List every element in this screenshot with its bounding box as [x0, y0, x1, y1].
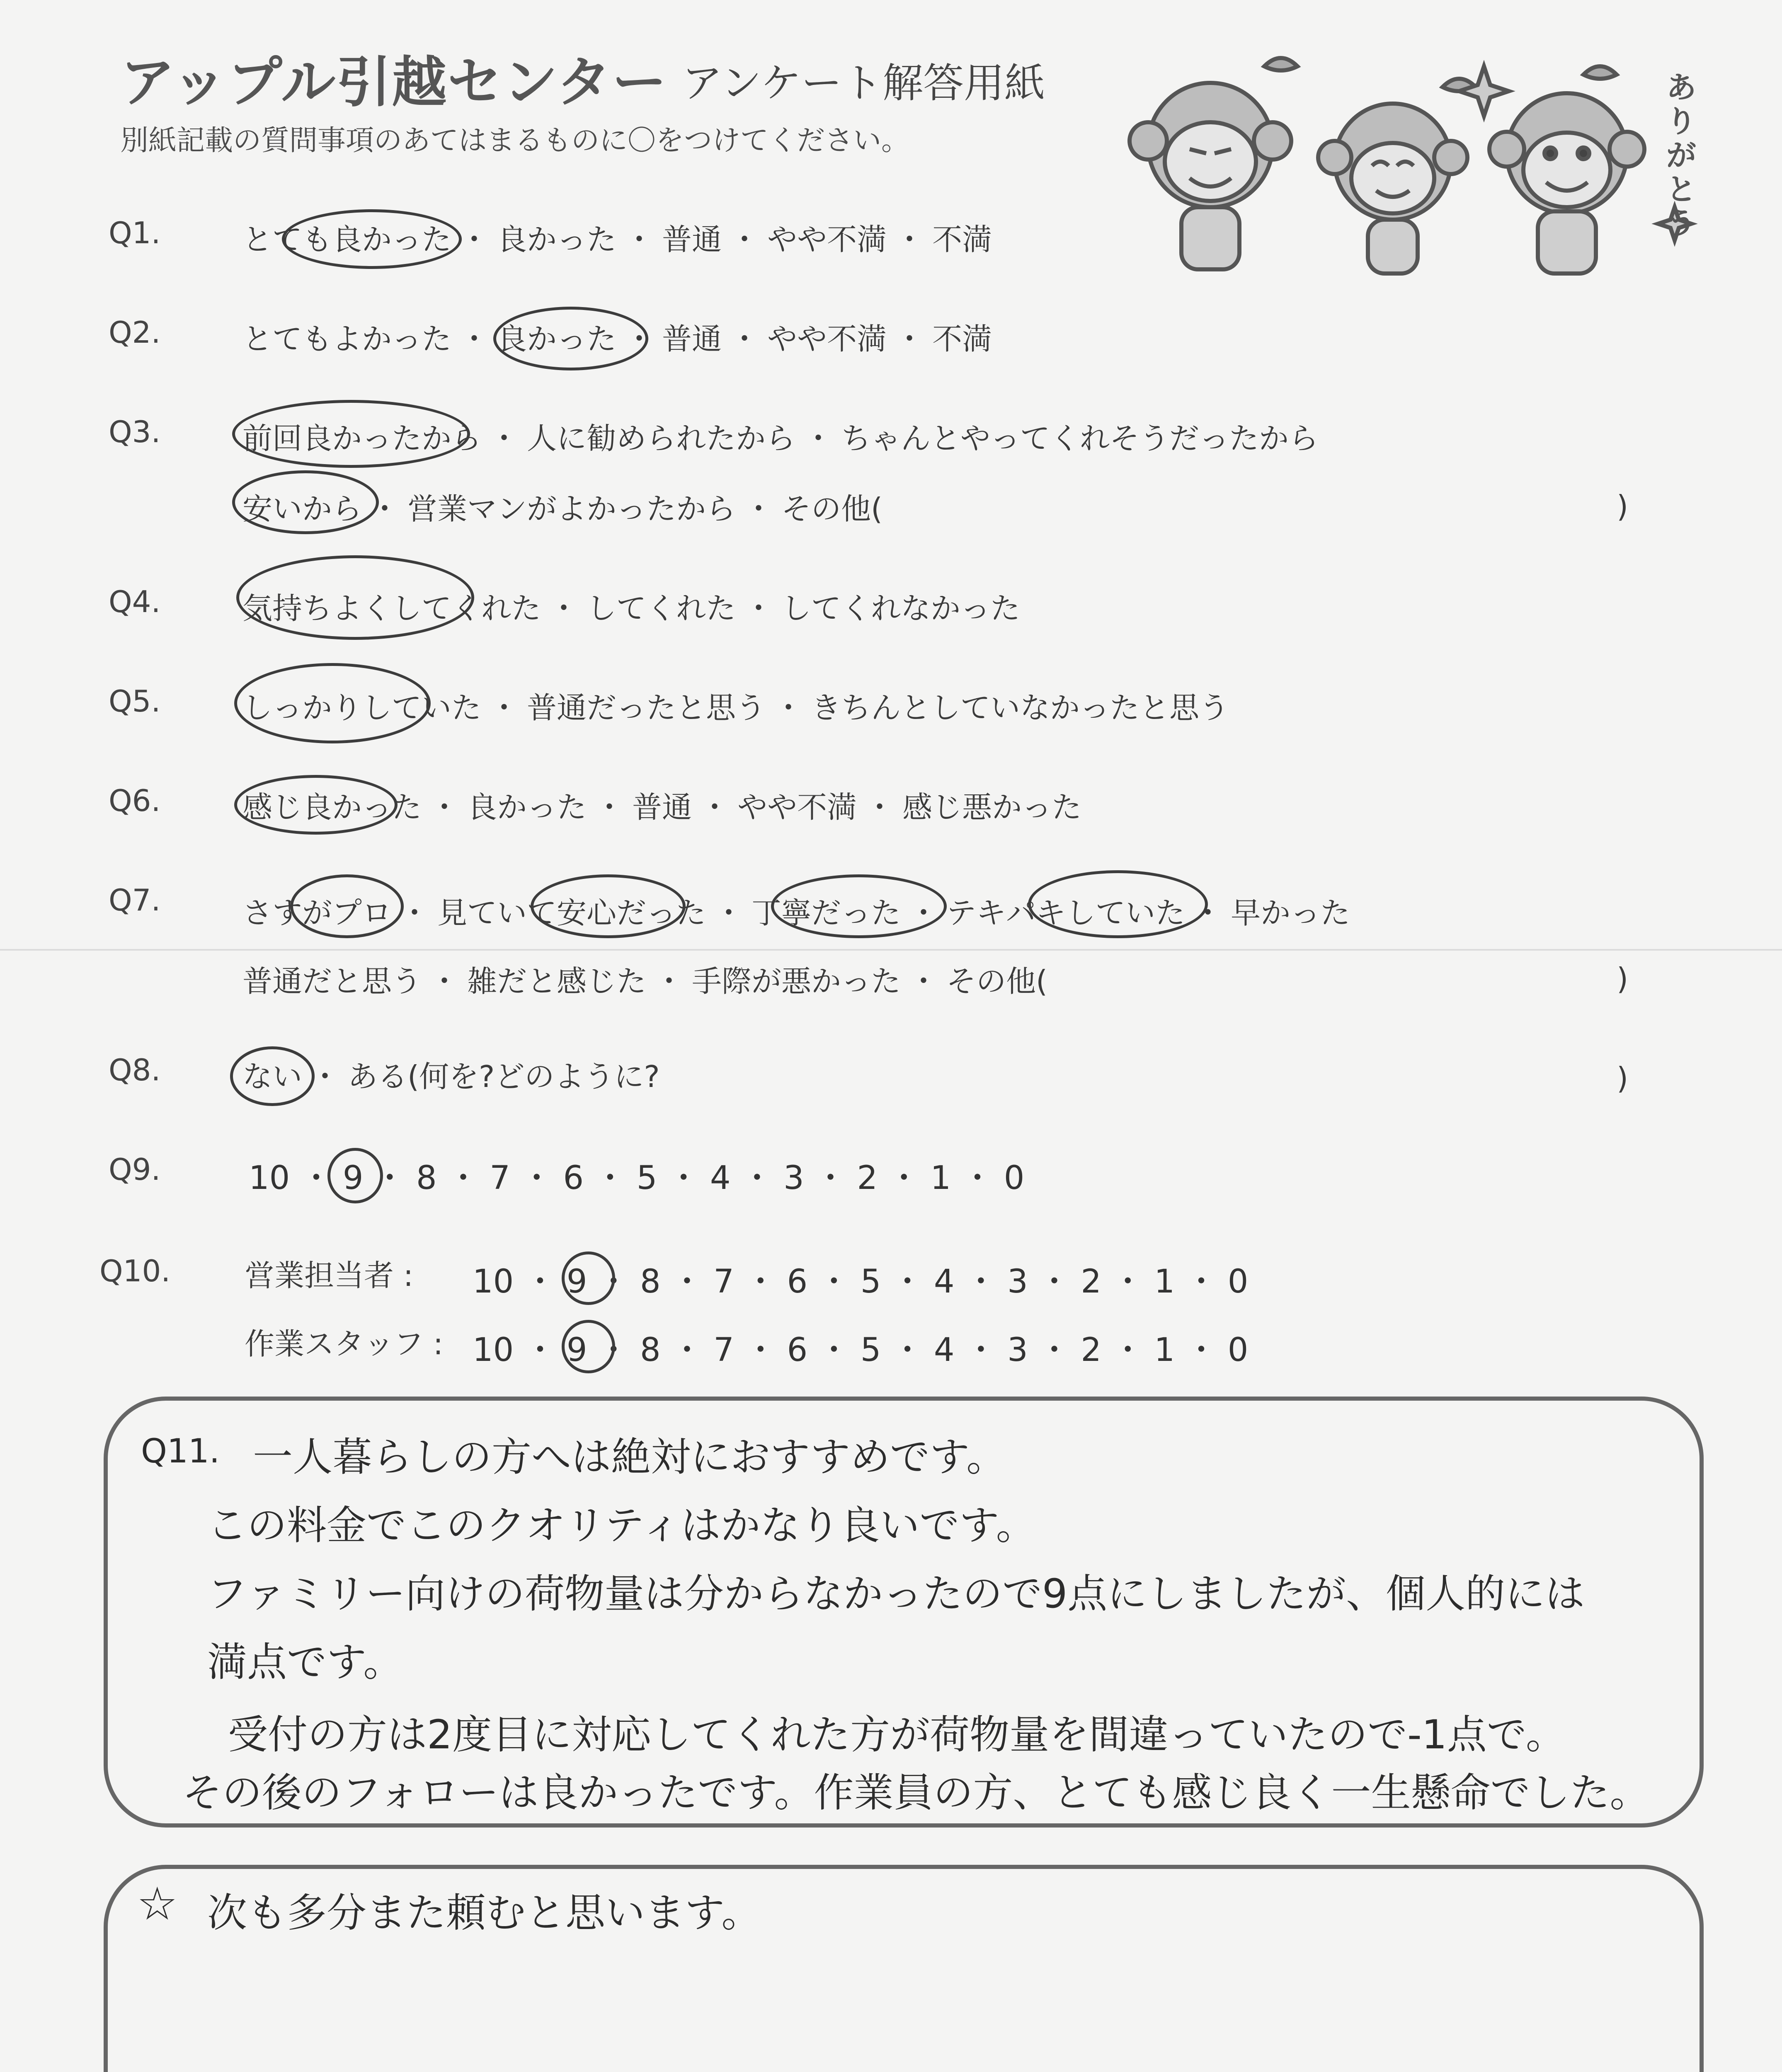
- q11-line: 受付の方は2度目に対応してくれた方が荷物量を間違っていたので-1点で。: [228, 1711, 1566, 1758]
- q7-answer-circle: [290, 874, 404, 938]
- q7-option[interactable]: さすがプロ: [242, 896, 392, 930]
- q7-option[interactable]: 早かった: [1231, 896, 1350, 930]
- q3-option[interactable]: ちゃんとやってくれそうだったから: [841, 421, 1319, 456]
- q6-label: Q6.: [109, 783, 161, 818]
- q5-option[interactable]: きちんとしていなかったと思う: [811, 690, 1229, 725]
- q5-answer-circle: [234, 663, 431, 743]
- q3-options-line1: 前回良かったから ・ 人に勧められたから ・ ちゃんとやってくれそうだったから: [242, 421, 1319, 456]
- q6-option[interactable]: 感じ良かった: [242, 790, 422, 825]
- q7-option[interactable]: 見ていて安心だった: [437, 896, 706, 930]
- free-comment-text: 次も多分また頼むと思います。: [207, 1890, 761, 1936]
- q1-label: Q1.: [109, 215, 161, 250]
- q11-line: ファミリー向けの荷物量は分からなかったので9点にしましたが、個人的には: [207, 1571, 1585, 1617]
- q11-label: Q11.: [141, 1432, 220, 1470]
- q10-sales-answer-circle: [562, 1251, 615, 1305]
- q5-options: しっかりしていた ・ 普通だったと思う ・ きちんとしていなかったと思う: [242, 690, 1229, 725]
- q2-option[interactable]: 不満: [932, 322, 992, 356]
- fold-line: [0, 949, 1782, 951]
- q4-option[interactable]: 気持ちよくしてくれた: [242, 591, 541, 626]
- q1-option[interactable]: 普通: [662, 222, 722, 257]
- q2-option[interactable]: 普通: [662, 322, 722, 356]
- q5-option[interactable]: 普通だったと思う: [527, 690, 766, 725]
- q7-answer-circle: [771, 874, 947, 938]
- q6-answer-circle: [234, 775, 398, 835]
- q8-options: ない ・ ある(何を?どのように?: [242, 1059, 660, 1094]
- q5-option[interactable]: しっかりしていた: [242, 690, 482, 725]
- q4-label: Q4.: [109, 584, 161, 619]
- q3-label: Q3.: [109, 414, 161, 449]
- q11-line: この料金でこのクオリティはかなり良いです。: [207, 1502, 1036, 1549]
- q2-options: とてもよかった ・ 良かった ・ 普通 ・ やや不満 ・ 不満: [242, 322, 992, 356]
- q10-staff-answer-circle: [562, 1320, 615, 1373]
- q4-option[interactable]: してくれた: [587, 591, 736, 626]
- q1-options: とても良かった ・ 良かった ・ 普通 ・ やや不満 ・ 不満: [242, 222, 992, 257]
- q6-option[interactable]: 良かった: [467, 790, 587, 825]
- q8-option[interactable]: ない: [242, 1059, 303, 1094]
- monkey-mascots-illustration: [1127, 50, 1700, 282]
- q10-label: Q10.: [99, 1254, 171, 1288]
- q9-label: Q9.: [109, 1152, 161, 1187]
- q3-option[interactable]: 人に勧められたから: [527, 421, 796, 456]
- q2-label: Q2.: [109, 315, 161, 350]
- q7-close-paren: ): [1617, 961, 1629, 996]
- q10-sales-scale[interactable]: 10 ・ 9 ・ 8 ・ 7 ・ 6 ・ 5 ・ 4 ・ 3 ・ 2 ・ 1 ・ 0: [473, 1263, 1249, 1300]
- q3-close-paren: ): [1617, 489, 1629, 524]
- q8-option[interactable]: ある(何を?どのように?: [348, 1059, 660, 1094]
- q8-close-paren: ): [1617, 1061, 1629, 1096]
- q3-option[interactable]: その他(: [781, 491, 883, 526]
- instruction-text: 別紙記載の質問事項のあてはまるものに〇をつけてください。: [120, 124, 910, 157]
- q7-option[interactable]: 手際が悪かった: [692, 964, 901, 999]
- q1-option[interactable]: やや不満: [767, 222, 887, 257]
- q4-options: 気持ちよくしてくれた ・ してくれた ・ してくれなかった: [242, 591, 1021, 626]
- q11-line: 一人暮らしの方へは絶対におすすめです。: [253, 1434, 1006, 1480]
- q2-answer-circle: [493, 307, 648, 370]
- q7-option[interactable]: その他(: [946, 964, 1048, 999]
- q3-option[interactable]: 安いから: [242, 491, 362, 526]
- company-title: アップル引越センター: [120, 51, 668, 114]
- q1-option[interactable]: とても良かった: [242, 222, 452, 257]
- q9-answer-circle: [327, 1148, 383, 1203]
- q7-answer-circle: [531, 874, 686, 938]
- q10-sales-label: 営業担当者 :: [245, 1258, 414, 1293]
- q7-options-line2: 普通だと思う ・ 雑だと感じた ・ 手際が悪かった ・ その他(: [242, 964, 1048, 999]
- q3-answer-circle: [232, 400, 470, 468]
- q7-option[interactable]: 丁寧だった: [752, 896, 901, 930]
- q1-answer-circle: [282, 209, 462, 269]
- q6-options: 感じ良かった ・ 良かった ・ 普通 ・ やや不満 ・ 感じ悪かった: [242, 790, 1082, 825]
- q2-option[interactable]: やや不満: [767, 322, 887, 356]
- q11-line: 満点です。: [207, 1639, 403, 1685]
- q7-option[interactable]: 雑だと感じた: [467, 964, 647, 999]
- q7-options-line1: さすがプロ ・ 見ていて安心だった ・ 丁寧だった ・ テキパキしていた ・ 早かった: [242, 896, 1350, 930]
- star-icon: ☆: [137, 1877, 178, 1930]
- q6-option[interactable]: 感じ悪かった: [902, 790, 1082, 825]
- q6-option[interactable]: 普通: [632, 790, 692, 825]
- q4-option[interactable]: してくれなかった: [781, 591, 1021, 626]
- q3-option[interactable]: 営業マンがよかったから: [407, 491, 736, 526]
- q7-answer-circle: [1028, 870, 1208, 938]
- q3-options-line2: 安いから ・ 営業マンがよかったから ・ その他(: [242, 491, 883, 526]
- q11-line: その後のフォローは良かったです。作業員の方、とても感じ良く一生懸命でした。: [182, 1769, 1650, 1816]
- q8-answer-circle: [230, 1046, 315, 1106]
- q7-option[interactable]: テキパキしていた: [946, 896, 1186, 930]
- q1-option[interactable]: 不満: [932, 222, 992, 257]
- q8-label: Q8.: [109, 1053, 161, 1087]
- q9-scale[interactable]: 10 ・ 9 ・ 8 ・ 7 ・ 6 ・ 5 ・ 4 ・ 3 ・ 2 ・ 1 ・ 0: [249, 1159, 1025, 1197]
- q3-answer-circle: [232, 470, 379, 534]
- q6-option[interactable]: やや不満: [737, 790, 857, 825]
- q3-option[interactable]: 前回良かったから: [242, 421, 482, 456]
- q10-staff-scale[interactable]: 10 ・ 9 ・ 8 ・ 7 ・ 6 ・ 5 ・ 4 ・ 3 ・ 2 ・ 1 ・ 0: [473, 1331, 1249, 1369]
- form-subtitle: アンケート解答用紙: [682, 60, 1045, 107]
- q10-staff-label: 作業スタッフ :: [245, 1326, 444, 1361]
- mascot-thanks-text: ありがとう: [1666, 70, 1697, 241]
- q5-label: Q5.: [109, 684, 161, 719]
- q1-option[interactable]: 良かった: [497, 222, 617, 257]
- q2-option[interactable]: とてもよかった: [242, 322, 452, 356]
- q7-label: Q7.: [109, 883, 161, 917]
- q2-option[interactable]: 良かった: [497, 322, 617, 356]
- q4-answer-circle: [236, 555, 474, 640]
- q7-option[interactable]: 普通だと思う: [242, 964, 422, 999]
